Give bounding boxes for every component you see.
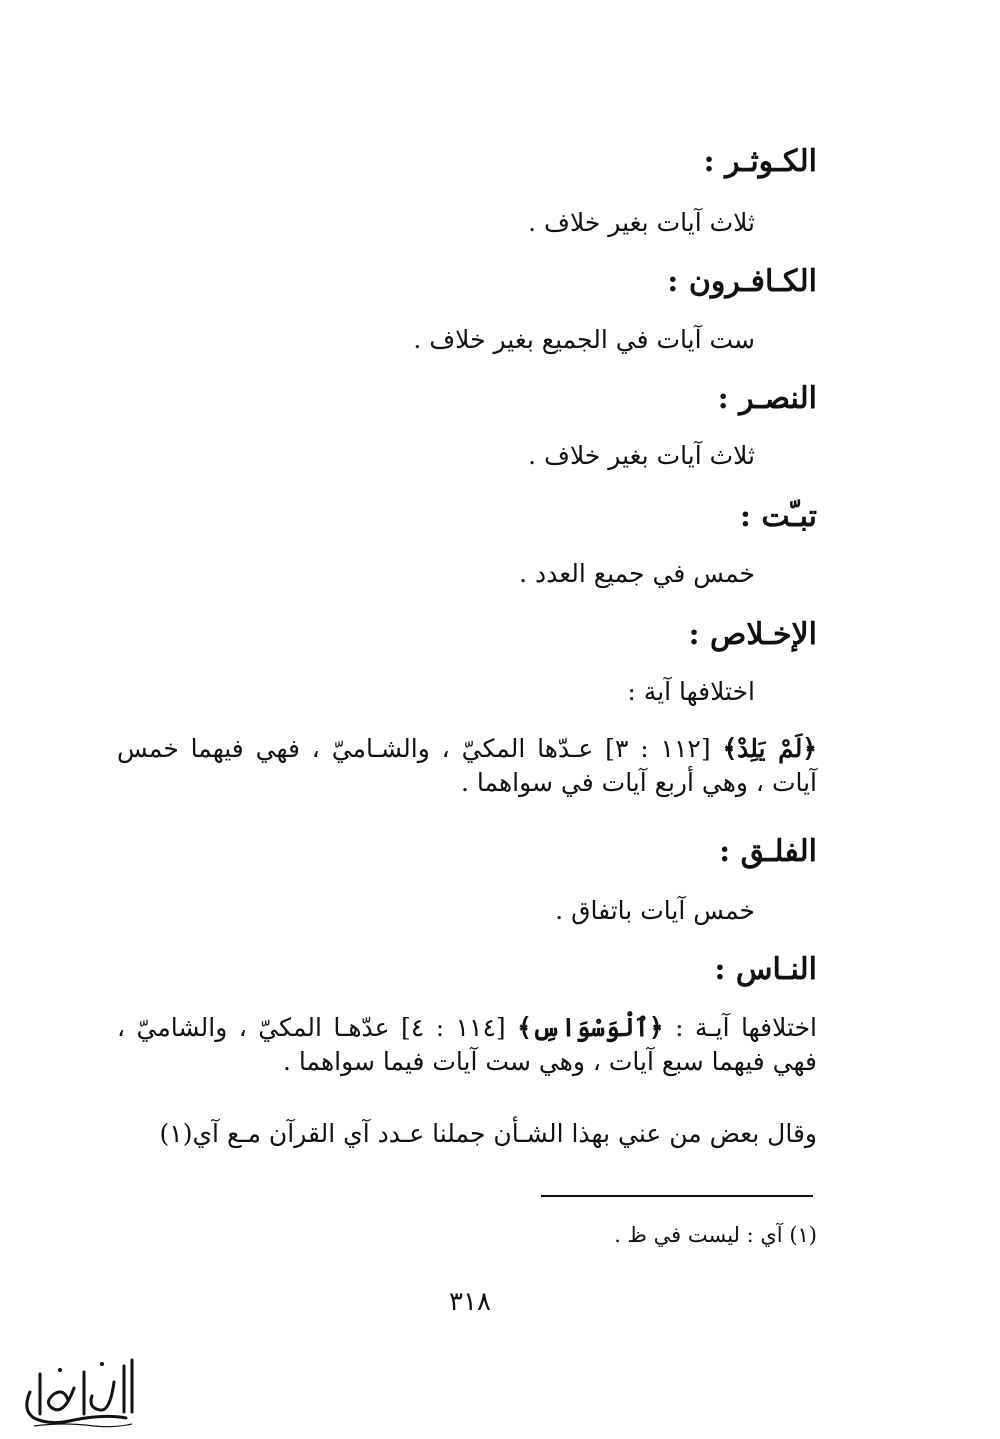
surah-text-kafirun: ست آيات في الجميع بغير خلاف . xyxy=(413,325,755,354)
surah-text-nasr: ثلاث آيات بغير خلاف . xyxy=(528,441,755,470)
calligraphy-stamp-logo xyxy=(14,1352,142,1432)
page-number: ٣١٨ xyxy=(449,1287,491,1317)
surah-paragraph-ikhlas xyxy=(117,732,817,800)
surah-heading-nas: النـاس : xyxy=(714,952,817,987)
surah-heading-kawthar: الكـوثـر : xyxy=(703,144,817,179)
surah-heading-kafirun: الكـافـرون : xyxy=(667,264,817,299)
surah-heading-falaq: الفلـق : xyxy=(719,834,817,869)
surah-text-ikhlas-intro: اختلافها آية : xyxy=(627,677,755,706)
surah-text-kawthar: ثلاث آيات بغير خلاف . xyxy=(528,208,755,237)
paragraph-prefix: اختلافها آيـة : xyxy=(663,1013,817,1042)
paragraph-text: [١١٢ : ٣] عـدّها المكيّ ، والشـاميّ ، فهي فيهما خمس آيات ، وهي أربع آيات في سواهما . xyxy=(117,734,817,797)
surah-heading-ikhlas: الإخـلاص : xyxy=(688,617,817,652)
footnote-divider xyxy=(541,1195,813,1197)
quran-verse: ﴿ٱلْوَسْوَاسِ﴾ xyxy=(517,1013,664,1042)
surah-heading-masad: تبـّت : xyxy=(739,499,817,534)
surah-heading-nasr: النصـر : xyxy=(717,381,817,416)
footnote: (١) آي : ليست في ظ . xyxy=(614,1223,817,1247)
surah-text-masad: خمس في جميع العدد . xyxy=(519,559,755,588)
surah-text-falaq: خمس آيات باتفاق . xyxy=(555,896,755,925)
surah-paragraph-nas xyxy=(117,1011,817,1079)
closing-line: وقال بعض من عني بهذا الشـأن جملنا عـدد آي القرآن مـع آي(١) xyxy=(159,1119,817,1148)
quran-verse: ﴿لَمْ يَلِدْ﴾ xyxy=(722,734,817,763)
paragraph-text: [١١٤ : ٤] عدّهـا المكيّ ، والشاميّ ، فهي فيهما سبع آيات ، وهي ست آيات فيما سواهما . xyxy=(117,1013,817,1076)
